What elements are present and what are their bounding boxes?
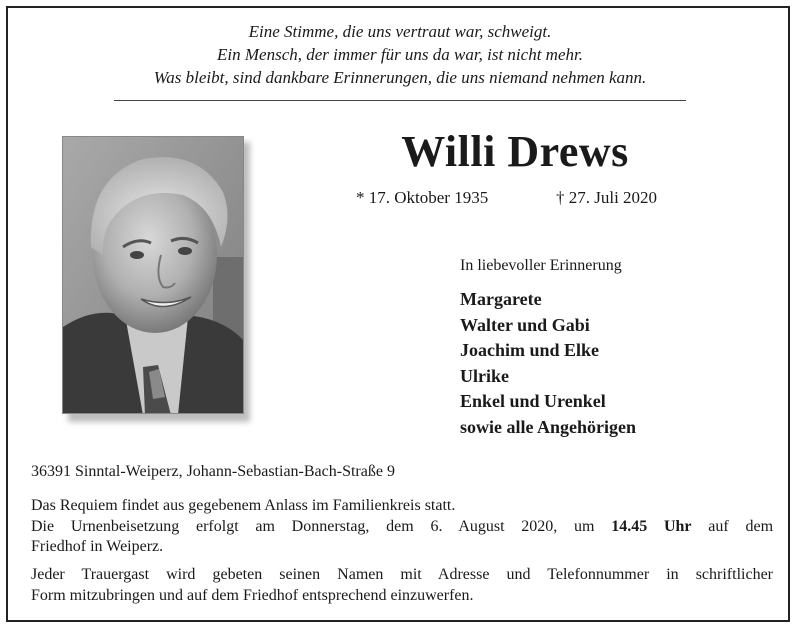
- portrait-photo: [62, 136, 244, 414]
- family-member: Joachim und Elke: [460, 340, 600, 361]
- burial-text-end: auf dem: [708, 517, 774, 535]
- family-member: Ulrike: [460, 365, 509, 386]
- burial-text-start: Die Urnenbeisetzung erfolgt am Donnerstag, dem 6. August 2020, um: [31, 517, 595, 535]
- family-member: Margarete: [460, 289, 542, 309]
- address: 36391 Sinntal-Weiperz, Johann-Sebastian-Bach-Straße 9: [31, 463, 395, 480]
- burial-text: [31, 517, 773, 538]
- guest-text-line: Form mitzubringen und auf dem Friedhof entsprechend einzuwerfen.: [31, 586, 474, 604]
- poem-line: Ein Mensch, der immer für uns da war, ist nicht mehr.: [217, 45, 583, 64]
- family-member: Enkel und Urenkel: [460, 391, 606, 412]
- birth-date: * 17. Oktober 1935: [356, 188, 489, 207]
- funeral-notice: [31, 496, 773, 558]
- guest-text-line: Jeder Trauergast wird gebeten seinen Namen mit Adresse und Telefonnummer in schriftlicher: [31, 566, 773, 583]
- burial-time: 14.45 Uhr: [611, 517, 692, 535]
- family-member: Walter und Gabi: [460, 314, 590, 335]
- divider: [114, 100, 686, 101]
- guest-notice: [31, 565, 773, 606]
- poem: [0, 20, 800, 89]
- requiem-text: Das Requiem findet aus gegebenem Anlass im Familienkreis statt.: [31, 497, 456, 514]
- family-member: sowie alle Angehörigen: [460, 416, 636, 437]
- family-list: [460, 287, 636, 441]
- deceased-name: Willi Drews: [401, 127, 629, 176]
- poem-line: Was bleibt, sind dankbare Erinnerungen, die uns niemand nehmen kann.: [153, 68, 647, 87]
- death-date: † 27. Juli 2020: [556, 188, 658, 207]
- burial-place: Friedhof in Weiperz.: [31, 538, 164, 555]
- poem-line: Eine Stimme, die uns vertraut war, schweigt.: [248, 22, 552, 41]
- memory-line: In liebevoller Erinnerung: [460, 257, 622, 274]
